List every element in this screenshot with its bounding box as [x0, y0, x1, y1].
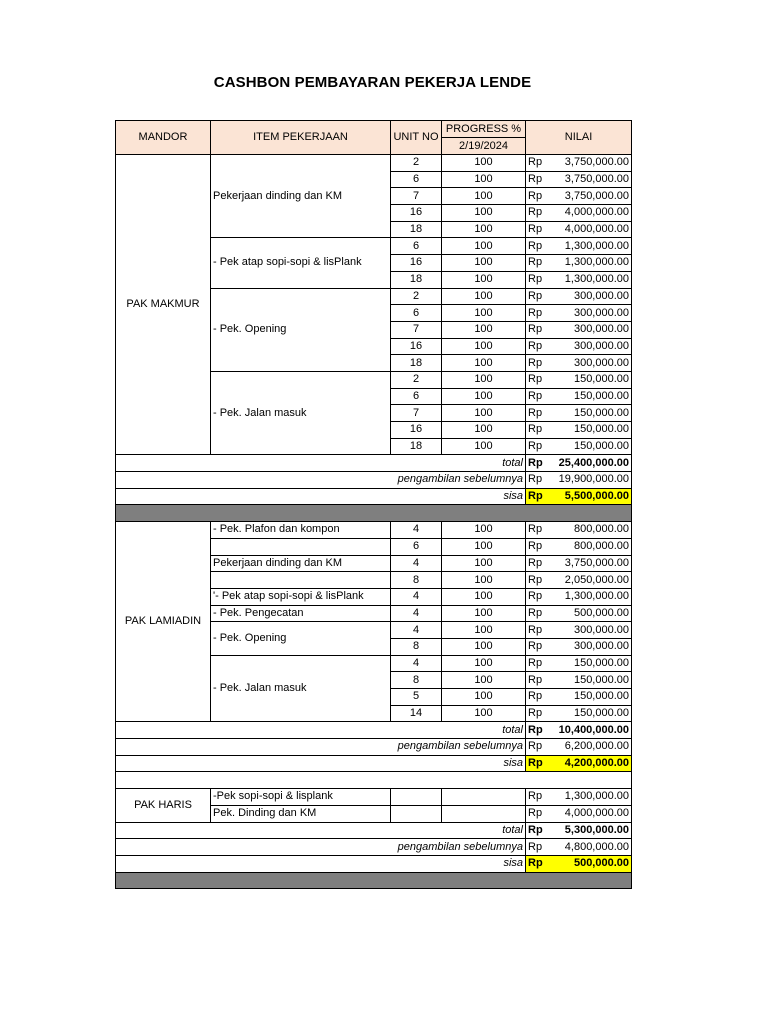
unit-cell: 7 [391, 188, 442, 205]
currency-cell: Rp [526, 689, 548, 706]
unit-cell: 7 [391, 321, 442, 338]
currency-cell: Rp [526, 388, 548, 405]
separator-cell [116, 505, 632, 522]
progress-cell: 100 [442, 405, 526, 422]
unit-cell: 7 [391, 405, 442, 422]
value-cell: 800,000.00 [548, 538, 632, 555]
value-cell: 3,750,000.00 [548, 171, 632, 188]
currency-cell: Rp [526, 588, 548, 605]
header-progress: PROGRESS % [442, 121, 526, 138]
value-cell: 4,000,000.00 [548, 221, 632, 238]
summary-row-rest [116, 488, 632, 505]
progress-cell: 100 [442, 321, 526, 338]
currency-cell: Rp [526, 355, 548, 372]
progress-cell: 100 [442, 238, 526, 255]
progress-cell: 100 [442, 221, 526, 238]
value-cell: 800,000.00 [548, 522, 632, 539]
currency-cell: Rp [526, 321, 548, 338]
currency-cell: Rp [526, 672, 548, 689]
progress-cell: 100 [442, 288, 526, 305]
header-nilai: NILAI [526, 121, 632, 155]
item-cell: Pekerjaan dinding dan KM [211, 555, 391, 572]
unit-cell: 4 [391, 655, 442, 672]
currency-cell: Rp [526, 739, 548, 756]
value-cell: 3,750,000.00 [548, 155, 632, 172]
progress-cell: 100 [442, 588, 526, 605]
separator-cell [116, 872, 632, 889]
currency-cell: Rp [526, 822, 548, 839]
unit-cell: 14 [391, 705, 442, 722]
currency-cell: Rp [526, 572, 548, 589]
unit-cell: 6 [391, 388, 442, 405]
currency-cell: Rp [526, 221, 548, 238]
unit-cell: 4 [391, 605, 442, 622]
mandor-cell: PAK HARIS [116, 789, 211, 822]
currency-cell: Rp [526, 371, 548, 388]
progress-cell: 100 [442, 188, 526, 205]
unit-cell: 2 [391, 288, 442, 305]
currency-cell: Rp [526, 855, 548, 872]
summary-label: sisa [116, 855, 526, 872]
summary-row-previous [116, 472, 632, 489]
progress-cell: 100 [442, 422, 526, 439]
summary-label: pengambilan sebelumnya [116, 739, 526, 756]
unit-cell: 4 [391, 555, 442, 572]
progress-cell: 100 [442, 538, 526, 555]
progress-cell: 100 [442, 171, 526, 188]
value-cell: 150,000.00 [548, 672, 632, 689]
unit-cell: 6 [391, 538, 442, 555]
currency-cell: Rp [526, 839, 548, 856]
item-cell: - Pek. Jalan masuk [211, 655, 391, 722]
page-title: CASHBON PEMBAYARAN PEKERJA LENDE [213, 74, 532, 91]
value-cell: 1,300,000.00 [548, 588, 632, 605]
currency-cell: Rp [526, 655, 548, 672]
unit-cell: 18 [391, 355, 442, 372]
value-cell: 1,300,000.00 [548, 789, 632, 806]
item-cell: - Pek. Pengecatan [211, 605, 391, 622]
progress-cell: 100 [442, 388, 526, 405]
value-cell: 150,000.00 [548, 371, 632, 388]
separator-row [116, 872, 632, 889]
mandor-cell: PAK LAMIADIN [116, 522, 211, 722]
summary-label: total [116, 822, 526, 839]
progress-cell: 100 [442, 338, 526, 355]
value-cell: 300,000.00 [548, 622, 632, 639]
summary-label: sisa [116, 488, 526, 505]
progress-cell: 100 [442, 438, 526, 455]
currency-cell: Rp [526, 705, 548, 722]
currency-cell: Rp [526, 722, 548, 739]
item-cell: -Pek sopi-sopi & lisplank [211, 789, 391, 806]
summary-row-rest [116, 855, 632, 872]
currency-cell: Rp [526, 638, 548, 655]
progress-cell: 100 [442, 555, 526, 572]
header-date: 2/19/2024 [442, 138, 526, 155]
progress-cell: 100 [442, 371, 526, 388]
currency-cell: Rp [526, 288, 548, 305]
currency-cell: Rp [526, 538, 548, 555]
unit-cell: 8 [391, 672, 442, 689]
progress-cell: 100 [442, 205, 526, 222]
value-cell: 1,300,000.00 [548, 271, 632, 288]
unit-cell: 8 [391, 572, 442, 589]
progress-cell: 100 [442, 705, 526, 722]
unit-cell: 5 [391, 689, 442, 706]
summary-value: 4,800,000.00 [548, 839, 632, 856]
item-cell: Pek. Dinding dan KM [211, 805, 391, 822]
summary-row-total [116, 822, 632, 839]
value-cell: 300,000.00 [548, 338, 632, 355]
summary-label: pengambilan sebelumnya [116, 839, 526, 856]
progress-cell: 100 [442, 572, 526, 589]
value-cell: 4,000,000.00 [548, 205, 632, 222]
table-row [116, 522, 632, 539]
value-cell: 300,000.00 [548, 305, 632, 322]
value-cell: 3,750,000.00 [548, 188, 632, 205]
progress-cell: 100 [442, 689, 526, 706]
header-mandor: MANDOR [116, 121, 211, 155]
currency-cell: Rp [526, 755, 548, 772]
unit-cell: 18 [391, 271, 442, 288]
currency-cell: Rp [526, 405, 548, 422]
unit-cell: 4 [391, 522, 442, 539]
item-cell: - Pek. Opening [211, 288, 391, 371]
value-cell: 3,750,000.00 [548, 555, 632, 572]
value-cell: 150,000.00 [548, 438, 632, 455]
summary-value: 4,200,000.00 [548, 755, 632, 772]
currency-cell: Rp [526, 305, 548, 322]
currency-cell: Rp [526, 805, 548, 822]
mandor-cell: PAK MAKMUR [116, 155, 211, 455]
summary-row-previous [116, 739, 632, 756]
item-cell: Pekerjaan dinding dan KM [211, 155, 391, 238]
progress-cell [442, 789, 526, 806]
value-cell: 150,000.00 [548, 422, 632, 439]
currency-cell: Rp [526, 188, 548, 205]
summary-row-previous [116, 839, 632, 856]
item-cell: - Pek. Plafon dan kompon [211, 522, 391, 539]
value-cell: 300,000.00 [548, 355, 632, 372]
summary-value: 25,400,000.00 [548, 455, 632, 472]
value-cell: 150,000.00 [548, 388, 632, 405]
progress-cell: 100 [442, 271, 526, 288]
progress-cell: 100 [442, 605, 526, 622]
progress-cell: 100 [442, 655, 526, 672]
unit-cell: 6 [391, 238, 442, 255]
value-cell: 4,000,000.00 [548, 805, 632, 822]
unit-cell: 2 [391, 371, 442, 388]
currency-cell: Rp [526, 171, 548, 188]
summary-value: 10,400,000.00 [548, 722, 632, 739]
item-cell [211, 538, 391, 555]
summary-value: 500,000.00 [548, 855, 632, 872]
value-cell: 500,000.00 [548, 605, 632, 622]
value-cell: 150,000.00 [548, 655, 632, 672]
summary-value: 5,300,000.00 [548, 822, 632, 839]
currency-cell: Rp [526, 271, 548, 288]
table-row [116, 155, 632, 172]
unit-cell: 6 [391, 171, 442, 188]
summary-value: 19,900,000.00 [548, 472, 632, 489]
value-cell: 150,000.00 [548, 705, 632, 722]
currency-cell: Rp [526, 438, 548, 455]
progress-cell: 100 [442, 155, 526, 172]
currency-cell: Rp [526, 622, 548, 639]
progress-cell: 100 [442, 305, 526, 322]
currency-cell: Rp [526, 789, 548, 806]
unit-cell [391, 789, 442, 806]
unit-cell: 18 [391, 221, 442, 238]
currency-cell: Rp [526, 455, 548, 472]
currency-cell: Rp [526, 238, 548, 255]
value-cell: 150,000.00 [548, 689, 632, 706]
summary-label: pengambilan sebelumnya [116, 472, 526, 489]
summary-label: total [116, 722, 526, 739]
summary-label: sisa [116, 755, 526, 772]
currency-cell: Rp [526, 605, 548, 622]
unit-cell: 8 [391, 638, 442, 655]
blank-row [116, 772, 632, 789]
table-row [116, 789, 632, 806]
unit-cell: 18 [391, 438, 442, 455]
separator-cell [116, 772, 632, 789]
currency-cell: Rp [526, 522, 548, 539]
progress-cell: 100 [442, 255, 526, 272]
currency-cell: Rp [526, 205, 548, 222]
progress-cell: 100 [442, 672, 526, 689]
summary-row-rest [116, 755, 632, 772]
summary-value: 5,500,000.00 [548, 488, 632, 505]
item-cell [211, 572, 391, 589]
value-cell: 150,000.00 [548, 405, 632, 422]
unit-cell: 16 [391, 255, 442, 272]
progress-cell [442, 805, 526, 822]
unit-cell: 4 [391, 588, 442, 605]
value-cell: 300,000.00 [548, 288, 632, 305]
header-unit: UNIT NO [391, 121, 442, 155]
value-cell: 300,000.00 [548, 321, 632, 338]
currency-cell: Rp [526, 255, 548, 272]
unit-cell: 6 [391, 305, 442, 322]
header-item: ITEM PEKERJAAN [211, 121, 391, 155]
value-cell: 2,050,000.00 [548, 572, 632, 589]
currency-cell: Rp [526, 155, 548, 172]
unit-cell: 4 [391, 622, 442, 639]
value-cell: 1,300,000.00 [548, 238, 632, 255]
currency-cell: Rp [526, 555, 548, 572]
item-cell: - Pek. Opening [211, 622, 391, 655]
unit-cell: 16 [391, 205, 442, 222]
progress-cell: 100 [442, 355, 526, 372]
value-cell: 300,000.00 [548, 638, 632, 655]
currency-cell: Rp [526, 338, 548, 355]
summary-label: total [116, 455, 526, 472]
progress-cell: 100 [442, 638, 526, 655]
item-cell: '- Pek atap sopi-sopi & lisPlank [211, 588, 391, 605]
summary-row-total [116, 722, 632, 739]
currency-cell: Rp [526, 472, 548, 489]
unit-cell: 16 [391, 422, 442, 439]
unit-cell: 16 [391, 338, 442, 355]
progress-cell: 100 [442, 622, 526, 639]
summary-row-total [116, 455, 632, 472]
currency-cell: Rp [526, 488, 548, 505]
cashbon-table [115, 120, 632, 889]
progress-cell: 100 [442, 522, 526, 539]
separator-row [116, 505, 632, 522]
summary-value: 6,200,000.00 [548, 739, 632, 756]
unit-cell [391, 805, 442, 822]
value-cell: 1,300,000.00 [548, 255, 632, 272]
unit-cell: 2 [391, 155, 442, 172]
currency-cell: Rp [526, 422, 548, 439]
item-cell: - Pek. Jalan masuk [211, 371, 391, 454]
item-cell: - Pek atap sopi-sopi & lisPlank [211, 238, 391, 288]
